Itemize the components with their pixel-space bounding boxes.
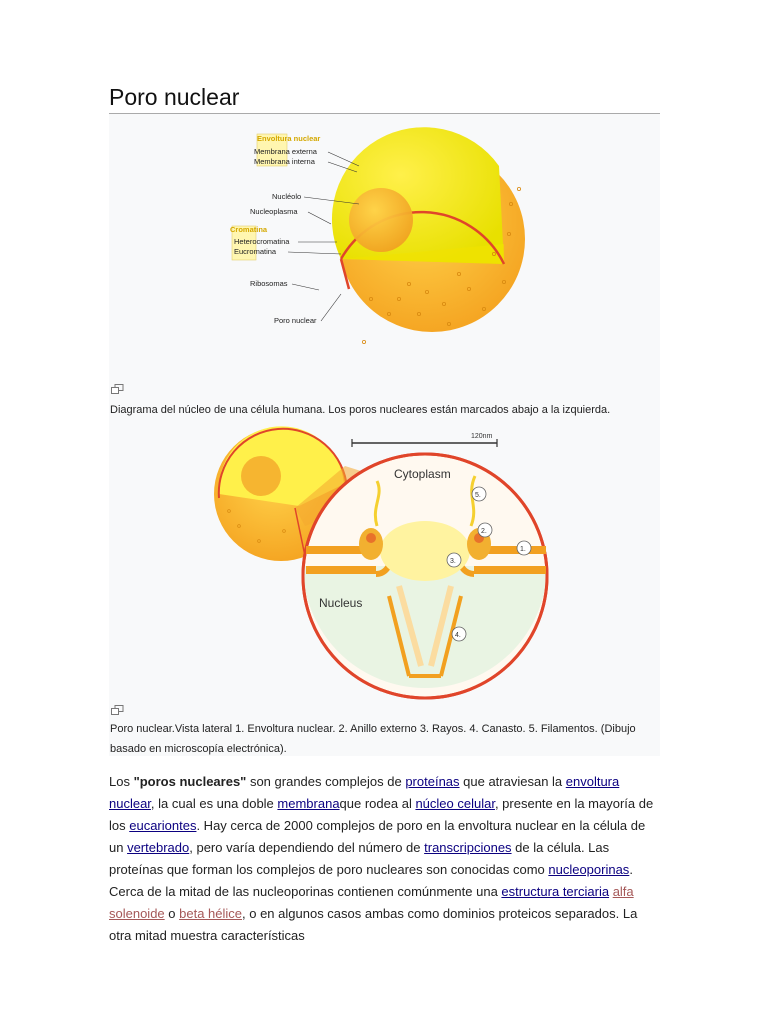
figure2-caption: Poro nuclear.Vista lateral 1. Envoltura nuclear. 2. Anillo externo 3. Rayos. 4. Canasto. 5. Filamentos. (Dibujo basado en microscopía electrónica). <box>110 723 636 755</box>
figure1-caption: Diagrama del núcleo de una célula humana. Los poros nucleares están marcados abajo a la izquierda. <box>110 404 611 416</box>
nucleus-diagram[interactable] <box>109 114 660 426</box>
text-segment: o <box>164 906 180 921</box>
link-nucleo-celular[interactable]: núcleo celular <box>415 796 495 811</box>
text-segment: . Hay cerca de 2000 complejos de poro en la envoltura nuclear en la célula de un <box>109 818 646 855</box>
label-nucleolo: Nucléolo <box>272 192 302 201</box>
link-envoltura-nuclear[interactable]: envoltura nuclear <box>109 774 620 811</box>
label-cromatina: Cromatina <box>230 225 268 234</box>
text-segment: que atraviesan la <box>459 774 566 789</box>
label-eucromatina: Eucromatina <box>234 247 277 256</box>
link-eucariontes[interactable]: eucariontes <box>129 818 197 833</box>
figure-pore-diagram <box>109 426 660 756</box>
text-segment: de la célula. Las proteínas que forman los complejos de poro nucleares son conocidas como <box>109 840 610 877</box>
marker-4: 4. <box>455 632 461 639</box>
enlarge-icon[interactable] <box>111 705 124 715</box>
marker-3: 3. <box>450 558 456 565</box>
text-segment: Los <box>109 774 134 789</box>
figure-nucleus-diagram <box>109 114 660 426</box>
text-segment: son grandes complejos de <box>246 774 406 789</box>
link-membrana[interactable]: membrana <box>277 796 340 811</box>
pore-diagram[interactable] <box>109 426 660 756</box>
text-segment: . Cerca de la mitad de las nucleoporinas contienen comúnmente una <box>109 862 633 899</box>
link-proteinas[interactable]: proteínas <box>405 774 460 789</box>
marker-1: 1. <box>520 546 526 553</box>
scale-label: 120nm <box>471 433 493 440</box>
label-membrana-externa: Membrana externa <box>254 147 317 156</box>
text-segment: , presente en la mayoría de los <box>109 796 654 833</box>
label-cytoplasm: Cytoplasm <box>394 467 451 481</box>
link-beta-helice[interactable]: beta hélice <box>179 906 243 921</box>
nucleolus <box>349 188 413 252</box>
enlarge-icon[interactable] <box>111 384 124 394</box>
bold-term: "poros nucleares" <box>133 774 247 789</box>
label-heterocromatina: Heterocromatina <box>234 237 290 246</box>
label-membrana-interna: Membrana interna <box>254 157 315 166</box>
link-estructura-terciaria[interactable]: estructura terciaria <box>501 884 610 899</box>
link-nucleoporinas[interactable]: nucleoporinas <box>548 862 630 877</box>
label-envoltura: Envoltura nuclear <box>257 134 321 143</box>
text-segment: que rodea al <box>339 796 416 811</box>
text-segment: , o en algunos casos ambas como dominios proteicos separados. La otra mitad muestra características <box>109 906 638 943</box>
marker-5: 5. <box>475 492 481 499</box>
text-segment: , la cual es una doble <box>150 796 278 811</box>
article-paragraph <box>109 771 661 947</box>
text-segment: , pero varía dependiendo del número de <box>189 840 425 855</box>
marker-2: 2. <box>481 528 487 535</box>
label-nucleoplasma: Nucleoplasma <box>250 207 298 216</box>
label-ribosomas: Ribosomas <box>250 279 288 288</box>
label-nucleus: Nucleus <box>319 596 363 610</box>
link-alfa-solenoide[interactable]: alfa solenoide <box>109 884 634 921</box>
page-title: Poro nuclear <box>109 84 240 110</box>
nucleoplasm-cutaway <box>332 127 504 264</box>
link-transcripciones[interactable]: transcripciones <box>424 840 512 855</box>
label-poro-nuclear: Poro nuclear <box>274 316 317 325</box>
link-vertebrado[interactable]: vertebrado <box>127 840 190 855</box>
